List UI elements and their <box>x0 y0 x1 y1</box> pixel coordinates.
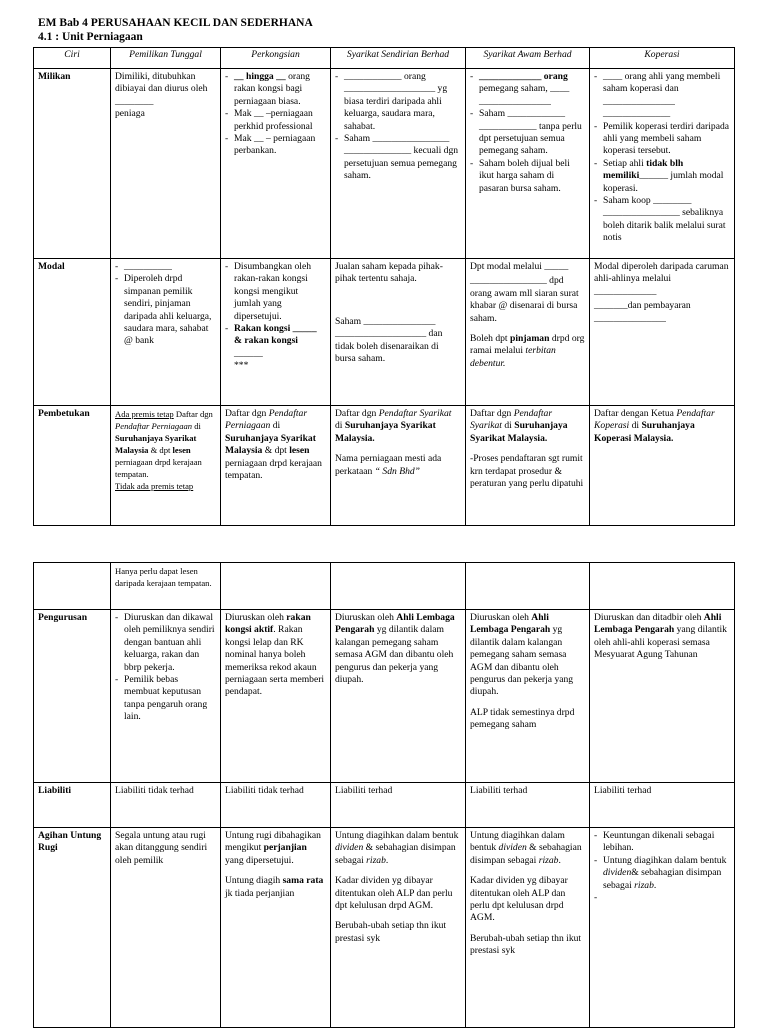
italic-text: dividen <box>335 842 364 854</box>
text: yg dilantik dalam kalangan pemegang saham semasa AGM dan dibantu oleh pengurus dan pekerja yang diupah. <box>335 624 454 686</box>
row-pengurusan <box>34 610 735 783</box>
cell-agihan-pt: Segala untung atau rugi akan ditanggung sendiri oleh pemilik <box>111 828 221 1028</box>
text: peniaga <box>115 108 145 120</box>
bold-text: Ahli Lembaga Pengarah <box>335 612 455 636</box>
underlined-text: Tidak ada premis tetap <box>115 481 194 491</box>
cell-liabiliti-kop: Liabiliti terhad <box>590 783 735 828</box>
row-label-pengurusan: Pengurusan <box>34 610 111 783</box>
list-item: - Disumbangkan oleh rakan-rakan kongsi kongsi mengikut jumlah yang dipersetujui. <box>225 261 326 323</box>
cell-empty <box>466 563 590 610</box>
cell-pembentukan-pt <box>111 406 221 526</box>
text: _______dan pembayaran _______________ <box>594 300 691 324</box>
bold-text: Ahli Lembaga Pengarah <box>470 612 551 636</box>
text: Dimiliki, ditubuhkan dibiayai dan diurus oleh ________ <box>115 71 208 107</box>
text: *** <box>234 360 249 372</box>
bold-text: Suruhanjaya Syarikat Malaysia. <box>470 420 568 444</box>
text: Untung diagihkan dalam bentuk <box>335 830 459 841</box>
list-item: - Saham koop ________ ________________ sebaliknya boleh ditarik balik melalui surat notis <box>594 195 730 245</box>
text: di <box>270 420 281 432</box>
text: Saham _______________ ___________________ dan tidak boleh disenaraikan di bursa saham. <box>335 315 443 365</box>
cell-modal-sab <box>466 259 590 406</box>
cell-liabiliti-ssb: Liabiliti terhad <box>331 783 466 828</box>
text: Dpt modal melalui _____ <box>470 261 569 272</box>
list-item: - Mak __ – perniagaan perbankan. <box>225 133 326 158</box>
text: Kadar dividen yg dibayar ditentukan oleh ALP dan perlu dpt kelulusan drpd AGM. <box>470 875 568 924</box>
italic-text: dividen <box>498 842 527 854</box>
cell-pengurusan-sab <box>466 610 590 783</box>
text: pemegang saham, ____ _______________ <box>479 83 570 107</box>
italic-text: Pendaftar Perniagaan <box>115 421 193 431</box>
header-perkongsian: Perkongsian <box>221 48 331 69</box>
bold-text: perjanjian <box>263 842 307 854</box>
text: & dpt <box>148 445 173 455</box>
text: ALP tidak semestinya drpd pemegang saham <box>470 706 575 731</box>
italic-text: terbitan debentur. <box>470 345 556 369</box>
text: & sebahagian disimpan sebagai <box>603 867 722 891</box>
text: Jualan saham kepada pihak-pihak tertentu sahaja. <box>335 261 443 285</box>
cell-pembentukan-kop <box>590 406 735 526</box>
list-item <box>225 323 326 373</box>
bold-text: Suruhanjaya Koperasi Malaysia. <box>594 420 695 444</box>
cell-agihan-kop <box>590 828 735 1028</box>
text: Daftar dgn <box>173 409 213 419</box>
row-label-milikan: Milikan <box>34 69 111 259</box>
text: di <box>335 420 345 432</box>
cell-pengurusan-pt <box>111 610 221 783</box>
text: Kadar dividen yg dibayar ditentukan oleh ALP dan perlu dpt kelulusan drpd AGM. <box>335 875 453 912</box>
text: kerajaan tempatan. <box>115 457 202 479</box>
text: Diuruskan oleh <box>335 612 397 623</box>
bold-text: _____________ orang <box>479 71 568 82</box>
header-koperasi: Koperasi <box>590 48 735 69</box>
bold-text: lesen <box>289 445 310 457</box>
list-item <box>594 855 730 892</box>
bold-text: Suruhanjaya Syarikat Malaysia <box>225 432 316 457</box>
row-label-agihan: Agihan Untung Rugi <box>34 828 111 1028</box>
text: . <box>653 879 657 891</box>
text: Untung rugi dibahagikan mengikut <box>225 830 321 854</box>
text: . <box>558 854 561 866</box>
comparison-table-part2 <box>33 562 735 1028</box>
italic-text: “ Sdn Bhd” <box>374 465 421 477</box>
text: yg dilantik dalam kalangan pemegang saham semasa AGM dan dibantu oleh pengurus dan pekerja yang diupah. <box>470 624 574 698</box>
cell-empty <box>34 563 111 610</box>
header-sdn-bhd: Syarikat Sendirian Berhad <box>331 48 466 69</box>
list-item <box>594 158 730 195</box>
row-modal <box>34 259 735 406</box>
bold-text: Suruhanjaya Syarikat Malaysia. <box>335 420 436 444</box>
bold-text: lesen <box>172 445 191 455</box>
list-item: - Saham ____________ ____________ tanpa perlu dpt persetujuan semua pemegang saham. <box>470 108 585 158</box>
text: di <box>192 421 201 431</box>
text: yang dipersetujui. <box>225 854 294 866</box>
bold-text: __ hingga __ <box>234 71 286 82</box>
cell-liabiliti-pt: Liabiliti tidak terhad <box>111 783 221 828</box>
row-label-modal: Modal <box>34 259 111 406</box>
cell-modal-pk <box>221 259 331 406</box>
list-item: - Pemilik bebas membuat keputusan tanpa pengaruh orang lain. <box>115 674 216 724</box>
text: Boleh dpt <box>470 333 508 345</box>
text: . Rakan kongsi lelap dan RK nominal hanya boleh memeriksa rekod akaun perniagaan serta memberi pendapat. <box>225 624 325 698</box>
underlined-text: Ada premis tetap <box>115 409 174 419</box>
cell-agihan-sab <box>466 828 590 1028</box>
bold-text: tidak blh memiliki <box>603 157 684 182</box>
text: & sebahagian disimpan sebagai <box>470 842 582 866</box>
cell-empty <box>221 563 331 610</box>
italic-text: rizab <box>538 854 559 866</box>
text: Diuruskan dan ditadbir oleh <box>594 612 704 623</box>
list-item: - Diuruskan dan dikawal oleh pemiliknya sendiri dengan bantuan ahli keluarga, rakan dan bbrp pekerja. <box>115 612 216 674</box>
list-item: - Keuntungan dikenali sebagai lebihan. <box>594 830 730 855</box>
header-ciri: Ciri <box>34 48 111 69</box>
text: & sebahagian disimpan sebagai <box>335 842 456 866</box>
italic-text: rizab <box>634 879 654 891</box>
text: . <box>385 854 389 866</box>
cell-pengurusan-pk <box>221 610 331 783</box>
header-awam-bhd: Syarikat Awam Berhad <box>466 48 590 69</box>
text: Daftar dgn <box>335 408 379 419</box>
cell-liabiliti-sab: Liabiliti terhad <box>466 783 590 828</box>
cell-modal-pt <box>111 259 221 406</box>
italic-text: rizab <box>366 854 386 866</box>
text: Berubah-ubah setiap thn ikut prestasi syk <box>335 920 447 944</box>
bold-text: rakan kongsi aktif <box>225 612 311 636</box>
text: Untung diagihkan dalam bentuk <box>470 830 565 854</box>
cell-milikan-pk <box>221 69 331 259</box>
cell-empty <box>590 563 735 610</box>
text: Daftar dgn <box>470 408 514 419</box>
text: Diuruskan oleh <box>470 612 532 623</box>
document-header <box>38 16 313 44</box>
text: di <box>501 420 515 432</box>
text: Untung diagihkan dalam bentuk <box>603 854 727 866</box>
italic-text: Pendaftar Syarikat <box>470 408 553 432</box>
text: Untung diagih <box>225 875 283 887</box>
text: Nama perniagaan mesti ada perkataan <box>335 453 442 477</box>
bold-text: Suruhanjaya Syarikat Malaysia <box>115 433 197 455</box>
cell-pengurusan-ssb <box>331 610 466 783</box>
cell-milikan-kop <box>590 69 735 259</box>
cell-lesen-pt: Hanya perlu dapat lesen daripada kerajaan tempatan. <box>111 563 221 610</box>
text: perniagaan drpd kerajaan tempatan. <box>225 457 322 482</box>
row-pembentukan-continued <box>34 563 735 610</box>
text: ________________ dpd orang awam mll siaran surat khabar @ disenarai di bursa saham. <box>470 275 579 324</box>
cell-modal-ssb <box>331 259 466 406</box>
cell-milikan-ssb <box>331 69 466 259</box>
cell-pembentukan-sab <box>466 406 590 526</box>
text: & dpt <box>262 445 290 457</box>
bold-text: Ahli Lembaga Pengarah <box>594 612 722 636</box>
text: Diuruskan oleh <box>225 612 287 623</box>
list-item: - ____ orang ahli yang membeli saham koperasi dan _______________ ______________ <box>594 71 730 121</box>
cell-modal-kop <box>590 259 735 406</box>
row-label-liabiliti: Liabiliti <box>34 783 111 828</box>
cell-agihan-ssb <box>331 828 466 1028</box>
row-milikan <box>34 69 735 259</box>
row-label-pembentukan: Pembetukan <box>34 406 111 526</box>
row-liabiliti <box>34 783 735 828</box>
list-item: - Saham ________________ ______________ kecuali dgn persetujuan semua pemegang saham. <box>335 133 461 183</box>
text: orang rakan kongsi bagi perniagaan biasa. <box>234 71 310 107</box>
cell-pembentukan-ssb <box>331 406 466 526</box>
document-title: EM Bab 4 PERUSAHAAN KECIL DAN SEDERHANA <box>38 17 313 29</box>
list-item: - Diperoleh drpd simpanan pemilik sendiri, pinjaman daripada ahli keluarga, saudara mara, sahabat @ bank <box>115 273 216 347</box>
cell-pembentukan-pk <box>221 406 331 526</box>
text: Daftar dengan Ketua <box>594 408 677 419</box>
text: -Proses pendaftaran sgt rumit krn terdapat prosedur & peraturan yang perlu dipatuhi <box>470 453 584 490</box>
bold-text: Rakan kongsi _____ & rakan kongsi <box>234 323 317 347</box>
cell-agihan-pk <box>221 828 331 1028</box>
bold-text: sama rata <box>282 875 324 887</box>
text: drpd org ramai melalui <box>470 333 585 357</box>
list-item <box>470 71 585 108</box>
text: yang dilantik oleh ahli-ahli koperasi semasa Mesyuarat Agung Tahunan <box>594 624 727 661</box>
list-item: - ____________ orang ___________________ yg biasa terdiri daripada ahli keluarga, saudara mara, sahabat. <box>335 71 461 133</box>
italic-text: Pendaftar Perniagaan <box>225 408 308 432</box>
document-subtitle: 4.1 : Unit Perniagaan <box>38 31 143 43</box>
header-row <box>34 48 735 69</box>
text <box>470 333 585 370</box>
list-item <box>225 71 326 108</box>
header-pemilikan-tunggal: Pemilikan Tunggal <box>111 48 221 69</box>
italic-text: Pendaftar Syarikat <box>378 408 452 419</box>
row-pembentukan <box>34 406 735 526</box>
text: perniagaan drpd <box>115 457 173 467</box>
text: ______ jumlah modal koperasi. <box>603 170 724 194</box>
list-item: - Mak __ –perniagaan perkhid professional <box>225 108 326 133</box>
italic-text: Pendaftar Koperasi <box>594 408 715 432</box>
text: ______ <box>234 347 263 359</box>
text: Setiap ahli <box>603 157 647 169</box>
text: di <box>629 420 642 432</box>
row-agihan <box>34 828 735 1028</box>
cell-milikan-pt <box>111 69 221 259</box>
text: Daftar dgn <box>225 408 269 419</box>
bold-text: pinjaman <box>509 333 550 345</box>
list-item: - Pemilik koperasi terdiri daripada ahli yang membeli saham koperasi tersebut. <box>594 121 730 158</box>
cell-liabiliti-pk: Liabiliti tidak terhad <box>221 783 331 828</box>
list-item: - __________ <box>115 261 216 273</box>
italic-text: dividen <box>603 867 632 879</box>
text: Berubah-ubah setiap thn ikut prestasi syk <box>470 932 582 957</box>
cell-empty <box>331 563 466 610</box>
list-item: - Saham boleh dijual beli ikut harga saham di pasaran bursa saham. <box>470 158 585 195</box>
cell-pengurusan-kop <box>590 610 735 783</box>
comparison-table-part1 <box>33 47 735 526</box>
cell-milikan-sab <box>466 69 590 259</box>
text: Modal diperoleh daripada caruman ahli-ahlinya melalui _____________ <box>594 261 729 297</box>
text: jk tiada perjanjian <box>225 887 295 899</box>
